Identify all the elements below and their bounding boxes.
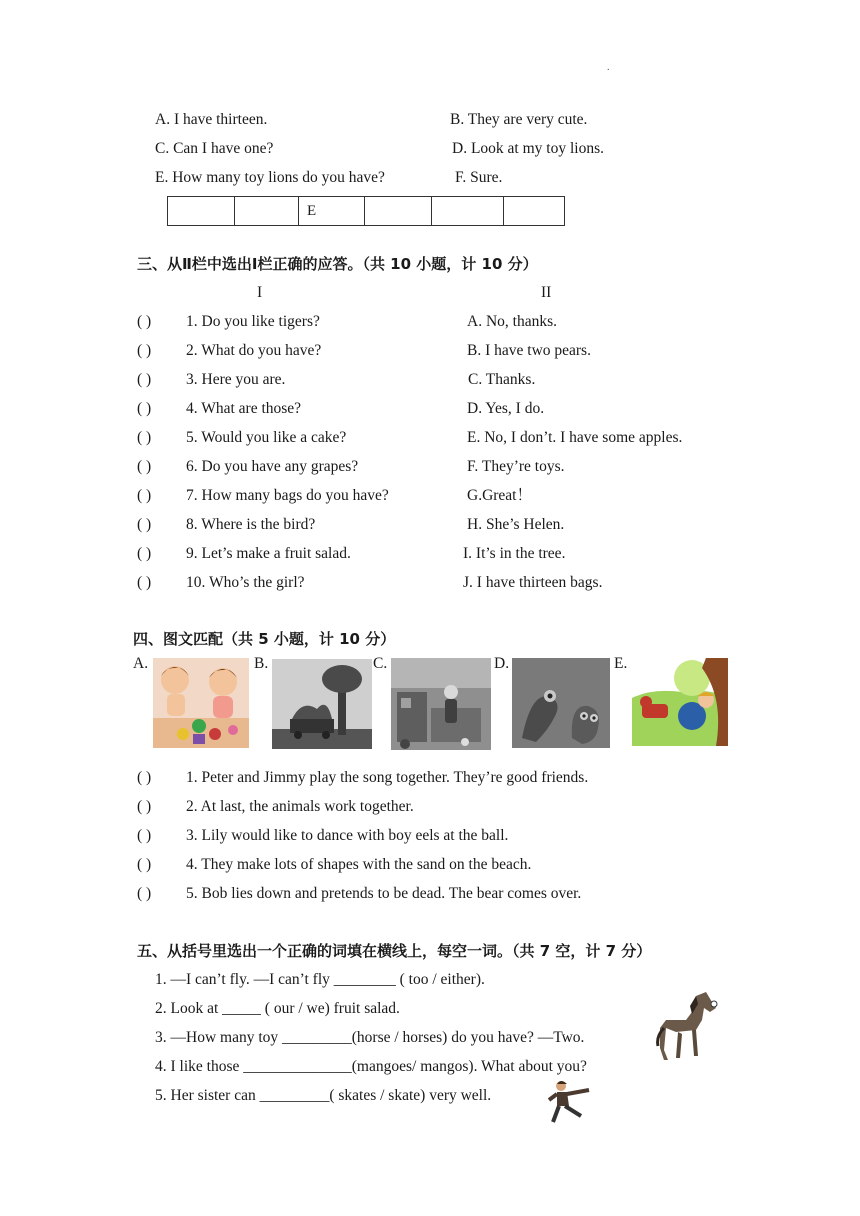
question-item: 4. What are those? [186,400,302,417]
answer-blank[interactable]: ( ) [137,885,152,902]
option-c: C. Can I have one? [155,140,274,157]
fill-in-item: 2. Look at _____ ( our / we) fruit salad. [155,1000,400,1017]
answer-blank[interactable]: ( ) [137,798,152,815]
response-item: H. She’s Helen. [467,516,565,533]
answer-blank[interactable]: ( ) [137,516,152,533]
answer-table [167,196,565,226]
section3-heading: 三、从Ⅱ栏中选出Ⅰ栏正确的应答。（共 10 小题，计 10 分） [137,255,538,273]
option-a: A. I have thirteen. [155,111,268,128]
section5-heading: 五、从括号里选出一个正确的词填在横线上，每空一词。（共 7 空，计 7 分） [137,942,652,960]
question-item: 1. Do you like tigers? [186,313,320,330]
answer-cell[interactable] [432,197,504,226]
answer-blank[interactable]: ( ) [137,371,152,388]
answer-cell[interactable] [168,197,235,226]
option-e: E. How many toy lions do you have? [155,169,385,186]
answer-blank[interactable]: ( ) [137,769,152,786]
column-1-header: I [257,284,263,301]
answer-blank[interactable]: ( ) [137,574,152,591]
question-item: 8. Where is the bird? [186,516,316,533]
answer-cell[interactable] [235,197,299,226]
fill-in-item: 5. Her sister can _________( skates / skate) very well. [155,1087,492,1104]
corner-mark: . [607,62,610,73]
answer-blank[interactable]: ( ) [137,313,152,330]
picture-e-bear-boy [632,658,728,746]
column-2-header: II [541,284,552,301]
question-item: 10. Who’s the girl? [186,574,305,591]
matching-sentence: 5. Bob lies down and pretends to be dead. The bear comes over. [186,885,582,902]
matching-sentence: 2. At last, the animals work together. [186,798,414,815]
answer-blank[interactable]: ( ) [137,458,152,475]
question-item: 6. Do you have any grapes? [186,458,359,475]
picture-label-d: D. [494,655,510,672]
picture-b-tree-animals [272,659,372,749]
option-d: D. Look at my toy lions. [452,140,604,157]
picture-c-girl-house [391,658,491,750]
horse-picture [656,990,720,1062]
response-item: B. I have two pears. [467,342,591,359]
fill-in-item: 1. —I can’t fly. —I can’t fly ________ ( too / either). [155,971,485,988]
response-item: G.Great！ [467,487,532,504]
question-item: 7. How many bags do you have? [186,487,389,504]
matching-sentence: 3. Lily would like to dance with boy eels at the ball. [186,827,509,844]
matching-sentence: 4. They make lots of shapes with the sand on the beach. [186,856,532,873]
question-item: 5. Would you like a cake? [186,429,347,446]
picture-a-children-toys [153,658,249,748]
answer-blank[interactable]: ( ) [137,342,152,359]
section4-heading: 四、图文匹配（共 5 小题，计 10 分） [133,630,396,648]
picture-d-eels [512,658,610,748]
response-item: A. No, thanks. [467,313,557,330]
picture-label-c: C. [373,655,388,672]
picture-label-b: B. [254,655,269,672]
answer-cell[interactable]: E [299,197,365,226]
response-item: F. They’re toys. [467,458,565,475]
answer-blank[interactable]: ( ) [137,487,152,504]
answer-blank[interactable]: ( ) [137,400,152,417]
answer-blank[interactable]: ( ) [137,545,152,562]
response-item: J. I have thirteen bags. [463,574,603,591]
picture-label-e: E. [614,655,628,672]
response-item: I. It’s in the tree. [463,545,566,562]
matching-sentence: 1. Peter and Jimmy play the song together. They’re good friends. [186,769,589,786]
question-item: 2. What do you have? [186,342,322,359]
option-f: F. Sure. [455,169,503,186]
fill-in-item: 4. I like those ______________(mangoes/ mangos). What about you? [155,1058,587,1075]
answer-blank[interactable]: ( ) [137,827,152,844]
response-item: E. No, I don’t. I have some apples. [467,429,683,446]
fill-in-item: 3. —How many toy _________(horse / horses) do you have? —Two. [155,1029,585,1046]
option-b: B. They are very cute. [450,111,588,128]
picture-label-a: A. [133,655,149,672]
question-item: 3. Here you are. [186,371,286,388]
skater-picture [545,1078,597,1126]
response-item: D. Yes, I do. [467,400,545,417]
answer-cell[interactable] [365,197,432,226]
question-item: 9. Let’s make a fruit salad. [186,545,351,562]
answer-blank[interactable]: ( ) [137,429,152,446]
answer-cell[interactable] [504,197,565,226]
answer-blank[interactable]: ( ) [137,856,152,873]
response-item: C. Thanks. [468,371,536,388]
